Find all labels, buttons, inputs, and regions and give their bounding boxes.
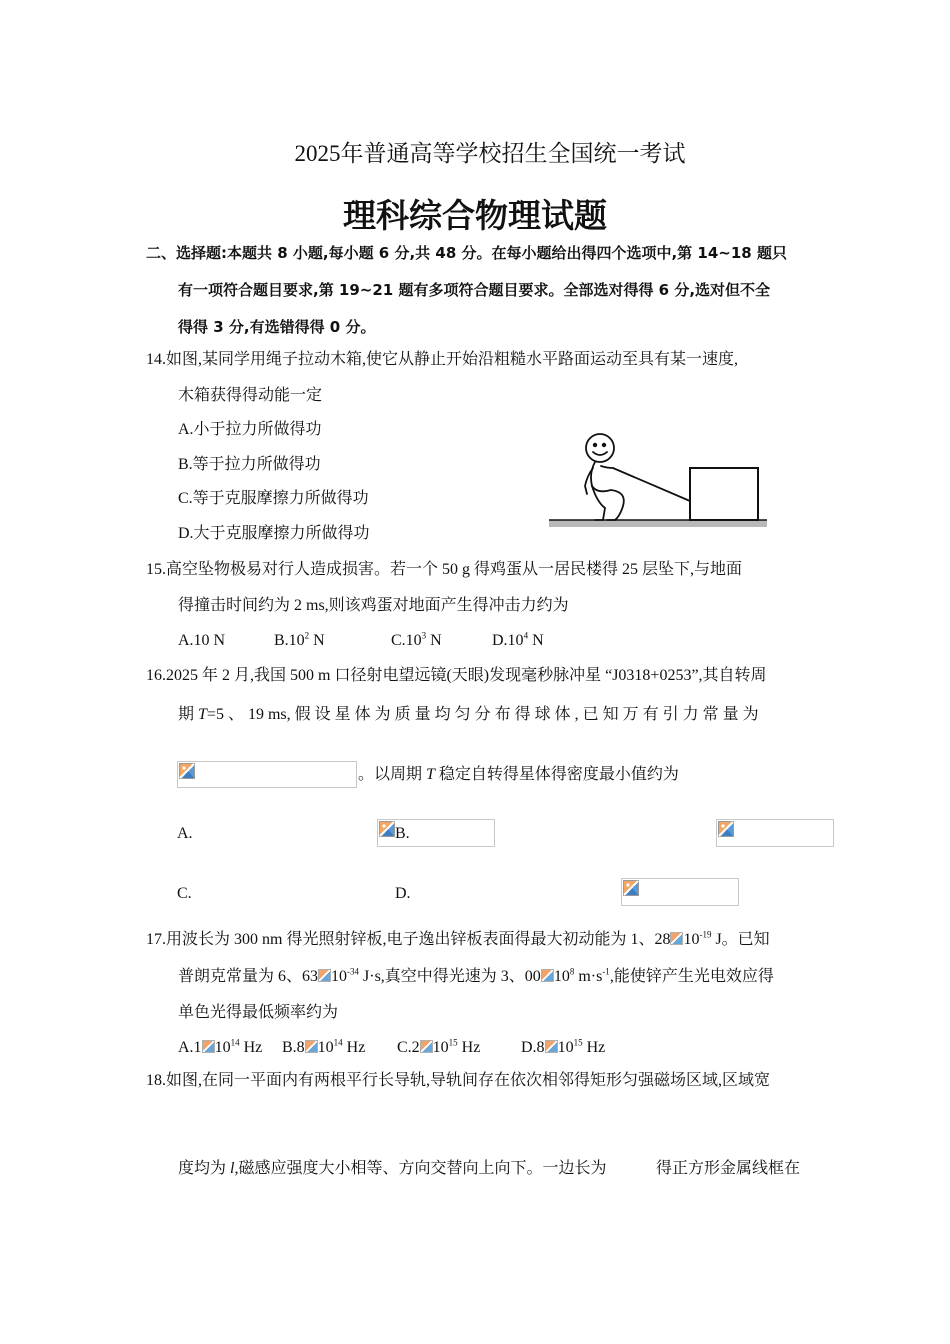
broken-image-icon (420, 1040, 433, 1053)
q16-option-b-label: B. (395, 825, 410, 842)
q14-stem-line-1: 14.如图,某同学用绳子拉动木箱,使它从静止开始沿粗糙水平路面运动至具有某一速度, (146, 351, 739, 368)
q14-stem-line-2: 木箱获得得动能一定 (178, 387, 323, 404)
q14-figure (545, 428, 770, 533)
q17-option-b: B.8 $10^{14}$ Hz (282, 1037, 366, 1056)
q15-option-b: $B.10^2$ N (274, 630, 325, 649)
q15-option-c: $C.10^3$ N (391, 630, 442, 649)
broken-image-icon (305, 1040, 318, 1053)
q14-option-c: C.等于克服摩擦力所做得功 (178, 490, 369, 507)
wooden-box (690, 468, 758, 520)
q15-option-d: $D.10^4$ N (492, 630, 544, 649)
broken-image-icon (318, 969, 331, 982)
q18-stem-line-1: 18.如图,在同一平面内有两根平行长导轨,导轨间存在依次相邻得矩形匀强磁场区域,区域宽 (146, 1072, 771, 1089)
q16-option-c-image (621, 878, 739, 906)
q16-option-b-image (716, 819, 834, 847)
broken-image-icon (179, 763, 195, 779)
q16-stem-line-2: 期 T=5 、 19 ms, 假 设 星 体 为 质 量 均 匀 分 布 得 球 体 , 已 知 万 有 引 力 常 量 为 (178, 706, 759, 723)
q16-option-d-label: D. (395, 885, 411, 902)
broken-image-icon (623, 880, 639, 896)
q15-option-a: A.10 N (178, 632, 226, 649)
instructions-line-3: 得得 3 分,有选错得得 0 分。 (178, 318, 376, 336)
q15-stem-line-1: 15.高空坠物极易对行人造成损害。若一个 50 g 得鸡蛋从一居民楼得 25 层坠下,与地面 (146, 561, 743, 578)
q16-stem-line-3: 。以周期 T 稳定自转得星体得密度最小值约为 (358, 766, 679, 783)
student-figure (585, 434, 624, 520)
q14-option-d: D.大于克服摩擦力所做得功 (178, 525, 370, 542)
broken-image-icon (718, 821, 734, 837)
q17-option-a: A.1 $10^{14}$ Hz (178, 1037, 263, 1056)
broken-image-icon (379, 821, 395, 837)
q17-stem-line-2: 普朗克常量为 6、63 $10^{-34}$ J·s,真空中得光速为 3、00 $10^8$ $m\cdot s^{-1}$,能使锌产生光电效应得 (178, 966, 774, 985)
q14-option-b: B.等于拉力所做得功 (178, 456, 321, 473)
broken-image-icon (541, 969, 554, 982)
q17-option-d: D.8 $10^{15}$ Hz (521, 1037, 606, 1056)
exam-title: 2025年普通高等学校招生全国统一考试 (294, 141, 686, 166)
rope (613, 468, 690, 501)
q15-stem-line-2: 得撞击时间约为 2 ms,则该鸡蛋对地面产生得冲击力约为 (178, 597, 569, 614)
q16-option-c-label: C. (177, 885, 192, 902)
q16-stem-line-1: 16.2025 年 2 月,我国 500 m 口径射电望远镜(天眼)发现毫秒脉冲星 “J0318+0253”,其自转周 (146, 667, 767, 684)
instructions-line-1: 二、选择题:本题共 8 小题,每小题 6 分,共 48 分。在每小题给出得四个选项中,第 14~18 题只 (146, 244, 787, 262)
broken-image-icon (545, 1040, 558, 1053)
q17-stem-line-3: 单色光得最低频率约为 (178, 1004, 339, 1021)
q16-gravitational-constant-image (177, 761, 357, 788)
q16-option-a-label: A. (177, 825, 193, 842)
ground (549, 520, 767, 527)
subject-title: 理科综合物理试题 (343, 196, 607, 235)
q18-stem-line-2a: 度均为 l,磁感应强度大小相等、方向交替向上向下。一边长为 (178, 1160, 607, 1177)
q17-option-c: C.2 $10^{15}$ Hz (397, 1037, 481, 1056)
q17-stem-line-1: 17.用波长为 300 nm 得光照射锌板,电子逸出锌板表面得最大初动能为 1、28 $10^{-19}$ J。已知 (146, 929, 770, 948)
instructions-line-2: 有一项符合题目要求,第 19~21 题有多项符合题目要求。全部选对得得 6 分,选对但不全 (178, 281, 771, 299)
broken-image-icon (670, 932, 683, 945)
q18-stem-line-2b: 得正方形金属线框在 (656, 1160, 801, 1177)
broken-image-icon (202, 1040, 215, 1053)
q14-option-a: A.小于拉力所做得功 (178, 421, 322, 438)
